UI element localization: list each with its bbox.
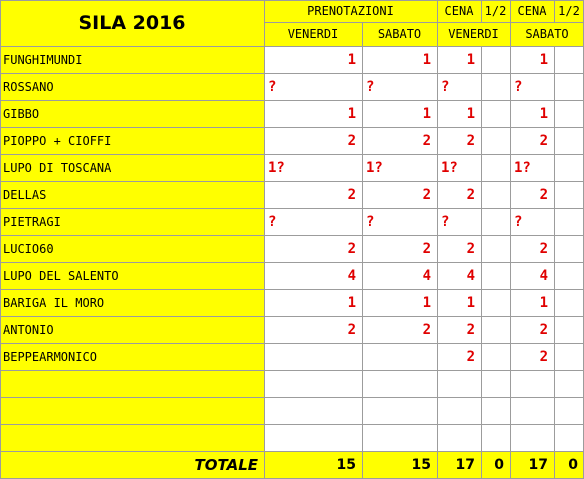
total-label[interactable]: TOTALE: [0, 451, 264, 479]
row-cell-v[interactable]: ?: [264, 208, 362, 235]
row-cell-cv[interactable]: [437, 424, 481, 451]
grid-line: [437, 0, 438, 479]
row-cell-cs[interactable]: [510, 370, 554, 397]
row-cell-s[interactable]: [362, 397, 437, 424]
row-name[interactable]: FUNGHIMUNDI: [0, 46, 264, 73]
grid-line: [0, 343, 584, 344]
row-cell-cv[interactable]: ?: [437, 208, 481, 235]
row-cell-v[interactable]: 1?: [264, 154, 362, 181]
total-cv[interactable]: 17: [437, 451, 481, 479]
grid-line: [0, 154, 584, 155]
row-cell-s[interactable]: [362, 424, 437, 451]
grid-line: [362, 22, 363, 479]
grid-line: [0, 208, 584, 209]
row-name[interactable]: [0, 370, 264, 397]
row-cell-hs[interactable]: [554, 397, 584, 424]
row-cell-cs[interactable]: [510, 424, 554, 451]
row-name[interactable]: BARIGA IL MORO: [0, 289, 264, 316]
row-cell-s[interactable]: 2: [362, 127, 437, 154]
row-cell-hs[interactable]: [554, 343, 584, 370]
grid-line: [0, 181, 584, 182]
row-cell-hv[interactable]: [481, 424, 510, 451]
row-cell-cv[interactable]: 2: [437, 127, 481, 154]
grid-line: [0, 235, 584, 236]
row-cell-hv[interactable]: [481, 73, 510, 100]
row-cell-cv[interactable]: 1?: [437, 154, 481, 181]
grid-line: [481, 0, 482, 22]
total-cs[interactable]: 17: [510, 451, 554, 479]
row-cell-s[interactable]: 2: [362, 181, 437, 208]
total-hv[interactable]: 0: [481, 451, 510, 479]
header-sabato[interactable]: SABATO: [362, 22, 437, 46]
row-name[interactable]: PIETRAGI: [0, 208, 264, 235]
grid-line: [0, 262, 584, 263]
row-name[interactable]: LUPO DEL SALENTO: [0, 262, 264, 289]
grid-line: [0, 289, 584, 290]
row-cell-hs[interactable]: [554, 181, 584, 208]
row-cell-s[interactable]: 1: [362, 289, 437, 316]
row-cell-hs[interactable]: [554, 316, 584, 343]
row-cell-hs[interactable]: [554, 424, 584, 451]
grid-line: [0, 127, 584, 128]
grid-line: [0, 316, 584, 317]
row-cell-hv[interactable]: [481, 208, 510, 235]
row-cell-cv[interactable]: 2: [437, 316, 481, 343]
row-cell-hs[interactable]: [554, 46, 584, 73]
row-name[interactable]: ANTONIO: [0, 316, 264, 343]
row-cell-cs[interactable]: 1: [510, 100, 554, 127]
row-cell-v[interactable]: 2: [264, 316, 362, 343]
row-cell-hs[interactable]: [554, 289, 584, 316]
row-cell-cv[interactable]: [437, 397, 481, 424]
row-cell-cs[interactable]: 2: [510, 235, 554, 262]
row-cell-s[interactable]: 2: [362, 235, 437, 262]
grid-line: [0, 451, 584, 452]
row-cell-v[interactable]: 1: [264, 289, 362, 316]
row-cell-v[interactable]: [264, 397, 362, 424]
row-name[interactable]: [0, 397, 264, 424]
grid-line: [0, 100, 584, 101]
header-half-venerdi[interactable]: 1/2: [481, 0, 510, 22]
row-cell-hs[interactable]: [554, 154, 584, 181]
row-cell-s[interactable]: 2: [362, 316, 437, 343]
row-cell-v[interactable]: 1: [264, 46, 362, 73]
row-cell-s[interactable]: 1: [362, 100, 437, 127]
row-cell-v[interactable]: 2: [264, 235, 362, 262]
grid-line: [264, 0, 265, 479]
row-cell-cs[interactable]: 2: [510, 316, 554, 343]
grid-line: [0, 73, 584, 74]
row-cell-s[interactable]: ?: [362, 208, 437, 235]
row-cell-v[interactable]: [264, 424, 362, 451]
row-cell-cs[interactable]: 1: [510, 289, 554, 316]
row-name[interactable]: [0, 424, 264, 451]
row-cell-cs[interactable]: 1?: [510, 154, 554, 181]
total-s[interactable]: 15: [362, 451, 437, 479]
row-cell-cs[interactable]: 2: [510, 343, 554, 370]
total-v[interactable]: 15: [264, 451, 362, 479]
row-cell-hs[interactable]: [554, 100, 584, 127]
row-cell-cs[interactable]: [510, 397, 554, 424]
row-cell-hv[interactable]: [481, 127, 510, 154]
row-cell-v[interactable]: [264, 343, 362, 370]
row-name[interactable]: LUCIO60: [0, 235, 264, 262]
row-name[interactable]: BEPPEARMONICO: [0, 343, 264, 370]
row-cell-hv[interactable]: [481, 262, 510, 289]
row-cell-cs[interactable]: 2: [510, 127, 554, 154]
row-cell-cv[interactable]: 1: [437, 100, 481, 127]
row-cell-hs[interactable]: [554, 370, 584, 397]
grid-line: [0, 424, 584, 425]
row-cell-s[interactable]: ?: [362, 73, 437, 100]
row-name[interactable]: GIBBO: [0, 100, 264, 127]
row-cell-s[interactable]: [362, 370, 437, 397]
row-cell-hv[interactable]: [481, 289, 510, 316]
row-name[interactable]: ROSSANO: [0, 73, 264, 100]
row-cell-cs[interactable]: ?: [510, 73, 554, 100]
row-cell-s[interactable]: 4: [362, 262, 437, 289]
row-cell-cv[interactable]: 1: [437, 46, 481, 73]
sheet-title[interactable]: SILA 2016: [0, 0, 264, 46]
row-cell-hs[interactable]: [554, 73, 584, 100]
row-cell-hv[interactable]: [481, 343, 510, 370]
row-name[interactable]: DELLAS: [0, 181, 264, 208]
row-cell-s[interactable]: 1: [362, 46, 437, 73]
row-cell-hv[interactable]: [481, 181, 510, 208]
grid-line: [554, 0, 555, 22]
row-cell-v[interactable]: ?: [264, 73, 362, 100]
row-cell-v[interactable]: 4: [264, 262, 362, 289]
row-name[interactable]: PIOPPO + CIOFFI: [0, 127, 264, 154]
row-cell-hv[interactable]: [481, 397, 510, 424]
row-cell-cs[interactable]: 2: [510, 181, 554, 208]
row-cell-hs[interactable]: [554, 127, 584, 154]
grid-line: [0, 0, 1, 479]
row-name[interactable]: LUPO DI TOSCANA: [0, 154, 264, 181]
grid-line: [0, 397, 584, 398]
header-prenotazioni[interactable]: PRENOTAZIONI: [264, 0, 437, 22]
row-cell-hv[interactable]: [481, 370, 510, 397]
row-cell-cv[interactable]: [437, 370, 481, 397]
row-cell-cv[interactable]: 2: [437, 343, 481, 370]
row-cell-v[interactable]: [264, 370, 362, 397]
row-cell-hs[interactable]: [554, 235, 584, 262]
grid-line: [264, 22, 584, 23]
header-cena-venerdi-day[interactable]: VENERDI: [437, 22, 510, 46]
header-cena-venerdi[interactable]: CENA: [437, 0, 481, 22]
row-cell-hv[interactable]: [481, 46, 510, 73]
row-cell-cv[interactable]: 2: [437, 235, 481, 262]
grid-line: [0, 370, 584, 371]
row-cell-s[interactable]: [362, 343, 437, 370]
header-venerdi[interactable]: VENERDI: [264, 22, 362, 46]
row-cell-cv[interactable]: 4: [437, 262, 481, 289]
row-cell-cv[interactable]: ?: [437, 73, 481, 100]
total-hs[interactable]: 0: [554, 451, 584, 479]
row-cell-v[interactable]: 2: [264, 127, 362, 154]
row-cell-hv[interactable]: [481, 235, 510, 262]
row-cell-v[interactable]: 2: [264, 181, 362, 208]
row-cell-hv[interactable]: [481, 100, 510, 127]
row-cell-cs[interactable]: ?: [510, 208, 554, 235]
row-cell-s[interactable]: 1?: [362, 154, 437, 181]
row-cell-hv[interactable]: [481, 154, 510, 181]
row-cell-v[interactable]: 1: [264, 100, 362, 127]
row-cell-cv[interactable]: 1: [437, 289, 481, 316]
row-cell-cs[interactable]: 4: [510, 262, 554, 289]
row-cell-cv[interactable]: 2: [437, 181, 481, 208]
grid-line: [0, 0, 584, 1]
row-cell-cs[interactable]: 1: [510, 46, 554, 73]
header-half-sabato[interactable]: 1/2: [554, 0, 584, 22]
header-cena-sabato-day[interactable]: SABATO: [510, 22, 584, 46]
row-cell-hv[interactable]: [481, 316, 510, 343]
grid-line: [0, 46, 584, 47]
header-cena-sabato[interactable]: CENA: [510, 0, 554, 22]
row-cell-hs[interactable]: [554, 262, 584, 289]
row-cell-hs[interactable]: [554, 208, 584, 235]
grid-line: [510, 0, 511, 479]
